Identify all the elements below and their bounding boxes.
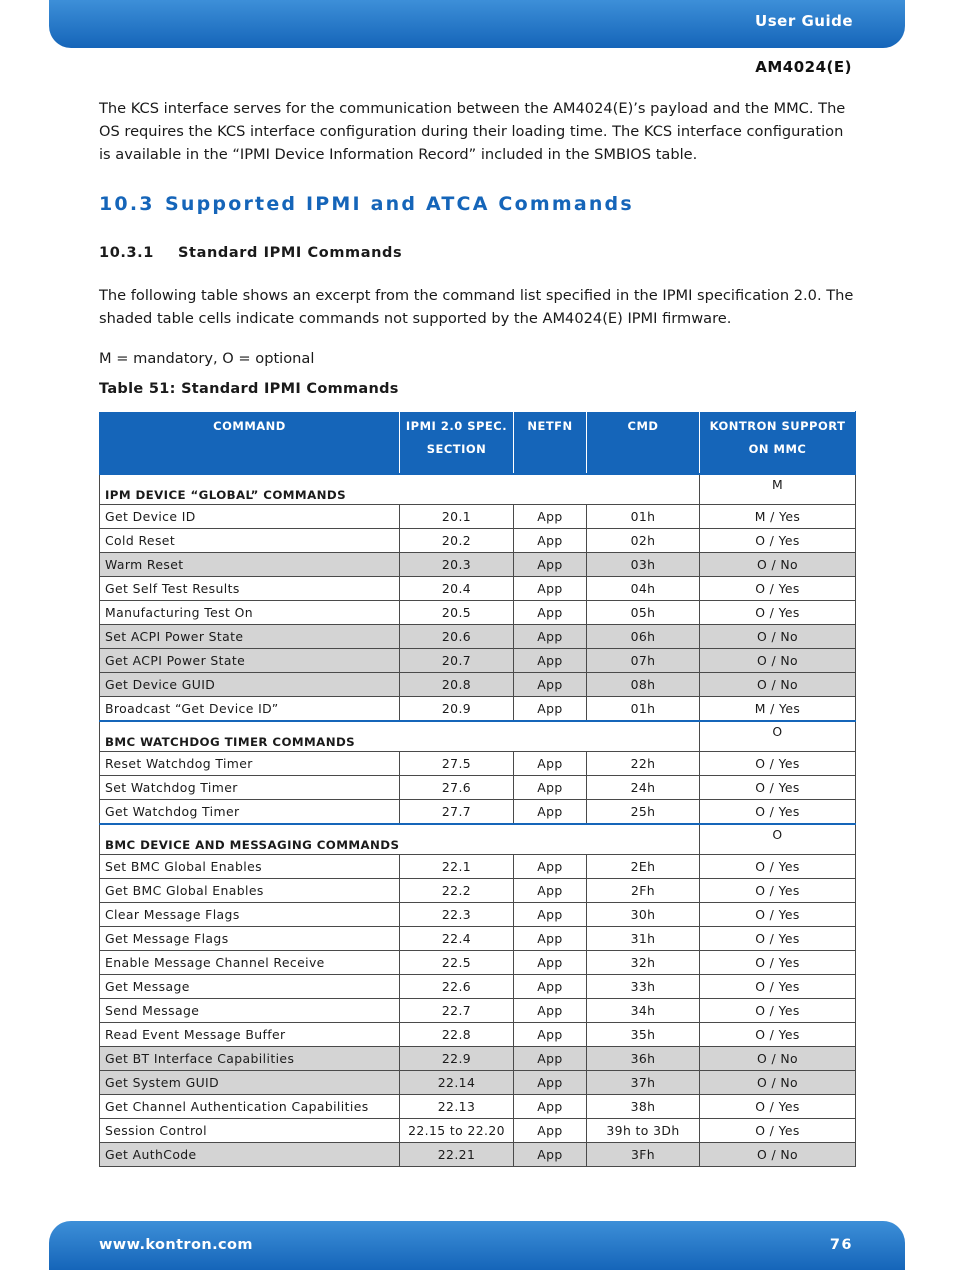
netfn-cell: App <box>514 951 587 975</box>
cmd-cell: 06h <box>587 625 700 649</box>
netfn-cell: App <box>514 601 587 625</box>
command-cell: Cold Reset <box>100 529 400 553</box>
support-cell: O / Yes <box>700 903 856 927</box>
page-number: 76 <box>829 1237 853 1253</box>
netfn-cell: App <box>514 649 587 673</box>
command-cell: Get Message <box>100 975 400 999</box>
table-row <box>100 601 856 625</box>
netfn-cell: App <box>514 1143 587 1167</box>
cmd-cell: 07h <box>587 649 700 673</box>
support-cell: O / Yes <box>700 529 856 553</box>
table-row <box>100 800 856 825</box>
header-title: User Guide <box>755 12 853 30</box>
support-cell: O / Yes <box>700 975 856 999</box>
spec-section-cell: 27.5 <box>400 752 514 776</box>
command-cell: Set ACPI Power State <box>100 625 400 649</box>
cmd-cell: 25h <box>587 800 700 825</box>
cmd-cell: 2Fh <box>587 879 700 903</box>
support-cell: O / Yes <box>700 999 856 1023</box>
netfn-cell: App <box>514 529 587 553</box>
support-cell: M / Yes <box>700 505 856 529</box>
support-cell: O / No <box>700 1047 856 1071</box>
command-cell: Get System GUID <box>100 1071 400 1095</box>
command-cell: Session Control <box>100 1119 400 1143</box>
support-cell: O / Yes <box>700 855 856 879</box>
group-title: BMC DEVICE AND MESSAGING COMMANDS <box>100 824 700 855</box>
command-cell: Get BT Interface Capabilities <box>100 1047 400 1071</box>
command-cell: Set BMC Global Enables <box>100 855 400 879</box>
support-cell: O / No <box>700 649 856 673</box>
product-name: AM4024(E) <box>755 58 852 76</box>
support-cell: O / No <box>700 553 856 577</box>
table-row <box>100 697 856 722</box>
table-row <box>100 951 856 975</box>
cmd-cell: 36h <box>587 1047 700 1071</box>
support-cell: O / Yes <box>700 752 856 776</box>
support-cell: O / Yes <box>700 800 856 825</box>
command-cell: Get ACPI Power State <box>100 649 400 673</box>
section-number: 10.3 <box>99 193 155 215</box>
spec-section-cell: 20.9 <box>400 697 514 722</box>
spec-section-cell: 20.7 <box>400 649 514 673</box>
spec-section-cell: 22.5 <box>400 951 514 975</box>
spec-section-cell: 20.3 <box>400 553 514 577</box>
subsection-heading <box>99 245 402 261</box>
subsection-title: Standard IPMI Commands <box>178 245 403 261</box>
ipmi-commands-table <box>99 411 856 1167</box>
footer-bar <box>49 1221 905 1270</box>
cmd-cell: 39h to 3Dh <box>587 1119 700 1143</box>
cmd-cell: 2Eh <box>587 855 700 879</box>
table-header-row <box>100 412 856 475</box>
netfn-cell: App <box>514 1071 587 1095</box>
group-title: IPM DEVICE “GLOBAL” COMMANDS <box>100 474 700 505</box>
table-row <box>100 1071 856 1095</box>
command-cell: Clear Message Flags <box>100 903 400 927</box>
command-cell: Set Watchdog Timer <box>100 776 400 800</box>
support-cell: O / Yes <box>700 1095 856 1119</box>
spec-section-cell: 22.21 <box>400 1143 514 1167</box>
netfn-cell: App <box>514 1047 587 1071</box>
netfn-cell: App <box>514 879 587 903</box>
cmd-cell: 02h <box>587 529 700 553</box>
command-cell: Warm Reset <box>100 553 400 577</box>
subsection-number: 10.3.1 <box>99 245 154 261</box>
cmd-cell: 34h <box>587 999 700 1023</box>
command-cell: Get Self Test Results <box>100 577 400 601</box>
netfn-cell: App <box>514 776 587 800</box>
cmd-cell: 30h <box>587 903 700 927</box>
support-cell: O / Yes <box>700 879 856 903</box>
header-cmd: CMD <box>587 412 700 475</box>
spec-section-cell: 27.7 <box>400 800 514 825</box>
cmd-cell: 01h <box>587 697 700 722</box>
table-row <box>100 903 856 927</box>
table-row <box>100 776 856 800</box>
netfn-cell: App <box>514 975 587 999</box>
table-row <box>100 649 856 673</box>
spec-section-cell: 20.4 <box>400 577 514 601</box>
spec-section-cell: 22.7 <box>400 999 514 1023</box>
header-bar <box>49 0 905 48</box>
support-cell: O / No <box>700 673 856 697</box>
header-kontron-support: KONTRON SUPPORT ON MMC <box>700 412 856 475</box>
table-row <box>100 999 856 1023</box>
cmd-cell: 24h <box>587 776 700 800</box>
command-cell: Get Device ID <box>100 505 400 529</box>
command-cell: Read Event Message Buffer <box>100 1023 400 1047</box>
support-cell: O / No <box>700 1143 856 1167</box>
netfn-cell: App <box>514 1119 587 1143</box>
support-cell: O / No <box>700 1071 856 1095</box>
spec-section-cell: 22.2 <box>400 879 514 903</box>
table-row <box>100 975 856 999</box>
cmd-cell: 35h <box>587 1023 700 1047</box>
spec-section-cell: 22.1 <box>400 855 514 879</box>
command-cell: Get Device GUID <box>100 673 400 697</box>
netfn-cell: App <box>514 927 587 951</box>
table-row <box>100 1023 856 1047</box>
table-row <box>100 505 856 529</box>
table-group-row <box>100 721 856 752</box>
spec-section-cell: 20.5 <box>400 601 514 625</box>
table-row <box>100 1119 856 1143</box>
group-title: BMC WATCHDOG TIMER COMMANDS <box>100 721 700 752</box>
spec-section-cell: 22.13 <box>400 1095 514 1119</box>
cmd-cell: 38h <box>587 1095 700 1119</box>
table-group-row <box>100 474 856 505</box>
netfn-cell: App <box>514 903 587 927</box>
header-spec-section: IPMI 2.0 SPEC. SECTION <box>400 412 514 475</box>
spec-section-cell: 22.4 <box>400 927 514 951</box>
cmd-cell: 22h <box>587 752 700 776</box>
table-row <box>100 529 856 553</box>
cmd-cell: 01h <box>587 505 700 529</box>
table-row <box>100 855 856 879</box>
command-cell: Send Message <box>100 999 400 1023</box>
command-cell: Get BMC Global Enables <box>100 879 400 903</box>
command-cell: Get Message Flags <box>100 927 400 951</box>
netfn-cell: App <box>514 673 587 697</box>
table-row <box>100 673 856 697</box>
command-cell: Reset Watchdog Timer <box>100 752 400 776</box>
command-cell: Enable Message Channel Receive <box>100 951 400 975</box>
support-cell: O / Yes <box>700 1023 856 1047</box>
support-cell: O / Yes <box>700 927 856 951</box>
spec-section-cell: 20.6 <box>400 625 514 649</box>
cmd-cell: 31h <box>587 927 700 951</box>
command-cell: Get Channel Authentication Capabilities <box>100 1095 400 1119</box>
command-cell: Manufacturing Test On <box>100 601 400 625</box>
spec-section-cell: 22.6 <box>400 975 514 999</box>
cmd-cell: 08h <box>587 673 700 697</box>
group-requirement: O <box>700 824 856 855</box>
cmd-cell: 37h <box>587 1071 700 1095</box>
support-cell: O / No <box>700 625 856 649</box>
netfn-cell: App <box>514 505 587 529</box>
intro-paragraph: The KCS interface serves for the communication between the AM4024(E)’s payload and the MMC. The OS requires the KCS interface configuration during their loading time. The KCS interface configuration is available in the “IPMI Device Information Record” included in the SMBIOS table. <box>99 100 846 163</box>
table-row <box>100 553 856 577</box>
section-title: Supported IPMI and ATCA Commands <box>165 193 634 215</box>
table-row <box>100 625 856 649</box>
header-command: COMMAND <box>100 412 400 475</box>
command-cell: Broadcast “Get Device ID” <box>100 697 400 722</box>
table-body <box>100 474 856 1167</box>
table-description: The following table shows an excerpt from the command list specified in the IPMI specification 2.0. The shaded table cells indicate commands not supported by the AM4024(E) IPMI firmware. <box>99 287 854 327</box>
spec-section-cell: 27.6 <box>400 776 514 800</box>
spec-section-cell: 22.8 <box>400 1023 514 1047</box>
spec-section-cell: 22.14 <box>400 1071 514 1095</box>
netfn-cell: App <box>514 1023 587 1047</box>
support-cell: O / Yes <box>700 1119 856 1143</box>
spec-section-cell: 22.3 <box>400 903 514 927</box>
group-requirement: M <box>700 474 856 505</box>
command-cell: Get Watchdog Timer <box>100 800 400 825</box>
table-caption: Table 51: Standard IPMI Commands <box>99 381 399 397</box>
group-requirement: O <box>700 721 856 752</box>
netfn-cell: App <box>514 999 587 1023</box>
command-cell: Get AuthCode <box>100 1143 400 1167</box>
legend-text: M = mandatory, O = optional <box>99 350 315 367</box>
header-netfn: NETFN <box>514 412 587 475</box>
cmd-cell: 05h <box>587 601 700 625</box>
table-row <box>100 577 856 601</box>
spec-section-cell: 22.15 to 22.20 <box>400 1119 514 1143</box>
netfn-cell: App <box>514 1095 587 1119</box>
cmd-cell: 33h <box>587 975 700 999</box>
table-row <box>100 1095 856 1119</box>
table-row <box>100 927 856 951</box>
cmd-cell: 03h <box>587 553 700 577</box>
footer-url-link[interactable]: www.kontron.com <box>99 1237 253 1253</box>
support-cell: O / Yes <box>700 776 856 800</box>
table-row <box>100 1143 856 1167</box>
netfn-cell: App <box>514 752 587 776</box>
spec-section-cell: 22.9 <box>400 1047 514 1071</box>
spec-section-cell: 20.2 <box>400 529 514 553</box>
spec-section-cell: 20.1 <box>400 505 514 529</box>
netfn-cell: App <box>514 625 587 649</box>
support-cell: O / Yes <box>700 951 856 975</box>
netfn-cell: App <box>514 577 587 601</box>
table-row <box>100 1047 856 1071</box>
table-group-row <box>100 824 856 855</box>
netfn-cell: App <box>514 553 587 577</box>
spec-section-cell: 20.8 <box>400 673 514 697</box>
support-cell: O / Yes <box>700 577 856 601</box>
table-row <box>100 879 856 903</box>
netfn-cell: App <box>514 800 587 825</box>
netfn-cell: App <box>514 697 587 722</box>
support-cell: O / Yes <box>700 601 856 625</box>
cmd-cell: 3Fh <box>587 1143 700 1167</box>
table-row <box>100 752 856 776</box>
support-cell: M / Yes <box>700 697 856 722</box>
netfn-cell: App <box>514 855 587 879</box>
cmd-cell: 32h <box>587 951 700 975</box>
section-heading <box>99 193 634 215</box>
cmd-cell: 04h <box>587 577 700 601</box>
